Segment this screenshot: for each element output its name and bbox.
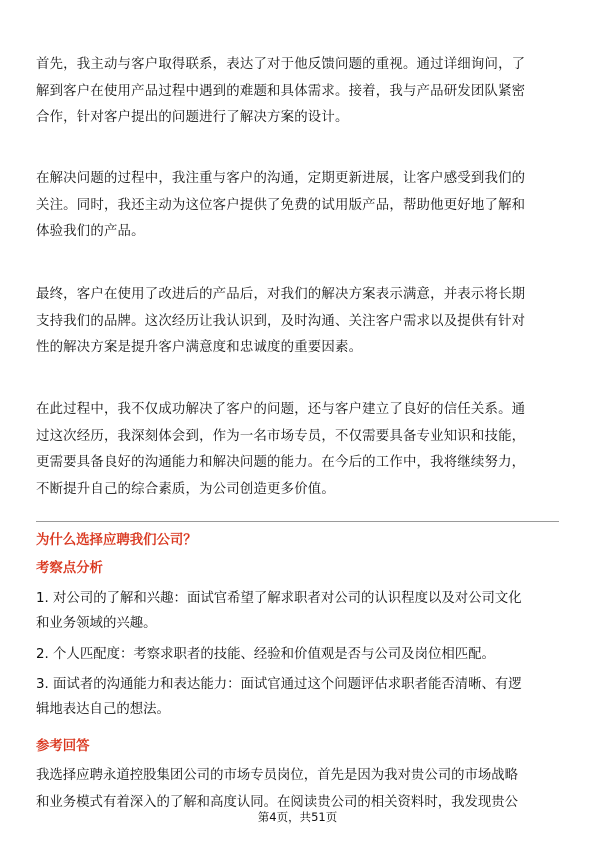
analysis-item-1 bbox=[36, 586, 562, 636]
analysis-item-3 bbox=[36, 672, 562, 722]
paragraph-line: 不断提升自己的综合素质，为公司创造更多价值。 bbox=[36, 481, 335, 497]
analysis-line: 1. 对公司的了解和兴趣：面试官希望了解求职者对公司的认识程度以及对公司文化 bbox=[36, 591, 522, 606]
analysis-line: 3. 面试者的沟通能力和表达能力：面试官通过这个问题评估求职者能否清晰、有逻 bbox=[36, 677, 522, 692]
paragraph-line: 更需要具备良好的沟通能力和解决问题的能力。在今后的工作中，我将继续努力， bbox=[36, 455, 526, 470]
paragraph-line: 在此过程中，我不仅成功解决了客户的问题，还与客户建立了良好的信任关系。通 bbox=[36, 402, 526, 417]
paragraph-2 bbox=[36, 166, 562, 246]
paragraph-1 bbox=[36, 52, 562, 132]
answer-text bbox=[36, 763, 562, 816]
paragraph-line: 体验我们的产品。 bbox=[36, 224, 145, 239]
paragraph-line: 解到客户在使用产品过程中遇到的难题和具体需求。接着，我与产品研发团队紧密 bbox=[36, 83, 526, 99]
paragraph-4 bbox=[36, 397, 562, 503]
paragraph-line: 过这次经历，我深刻体会到，作为一名市场专员，不仅需要具备专业知识和技能， bbox=[36, 428, 526, 444]
analysis-line: 和业务领域的兴趣。 bbox=[36, 616, 157, 631]
paragraph-line: 在解决问题的过程中，我注重与客户的沟通，定期更新进展，让客户感受到我们的 bbox=[36, 171, 526, 186]
analysis-heading: 考察点分析 bbox=[36, 561, 103, 576]
question-title: 为什么选择应聘我们公司？ bbox=[36, 533, 197, 548]
page-number: 第4页，共51页 bbox=[257, 810, 338, 824]
paragraph-line: 关注。同时，我还主动为这位客户提供了免费的试用版产品，帮助他更好地了解和 bbox=[36, 197, 526, 213]
analysis-item-2 bbox=[36, 642, 562, 667]
paragraph-3 bbox=[36, 282, 562, 362]
paragraph-line: 合作，针对客户提出的问题进行了解决方案的设计。 bbox=[36, 110, 349, 125]
paragraph-line: 支持我们的品牌。这次经历让我认识到，及时沟通、关注客户需求以及提供有针对 bbox=[36, 313, 526, 329]
analysis-line: 2. 个人匹配度：考察求职者的技能、经验和价值观是否与公司及岗位相匹配。 bbox=[36, 647, 495, 662]
analysis-line: 辑地表达自己的想法。 bbox=[36, 702, 170, 717]
paragraph-line: 首先，我主动与客户取得联系，表达了对于他反馈问题的重视。通过详细询问，了 bbox=[36, 57, 526, 72]
answer-line: 我选择应聘永道控股集团公司的市场专员岗位，首先是因为我对贵公司的市场战略 bbox=[36, 768, 519, 783]
answer-heading: 参考回答 bbox=[36, 739, 90, 754]
answer-line: 和业务模式有着深入的了解和高度认同。在阅读贵公司的相关资料时，我发现贵公 bbox=[36, 794, 519, 810]
paragraph-line: 性的解决方案是提升客户满意度和忠诚度的重要因素。 bbox=[36, 340, 363, 355]
section-divider bbox=[36, 521, 559, 522]
paragraph-line: 最终，客户在使用了改进后的产品后，对我们的解决方案表示满意，并表示将长期 bbox=[36, 287, 526, 302]
